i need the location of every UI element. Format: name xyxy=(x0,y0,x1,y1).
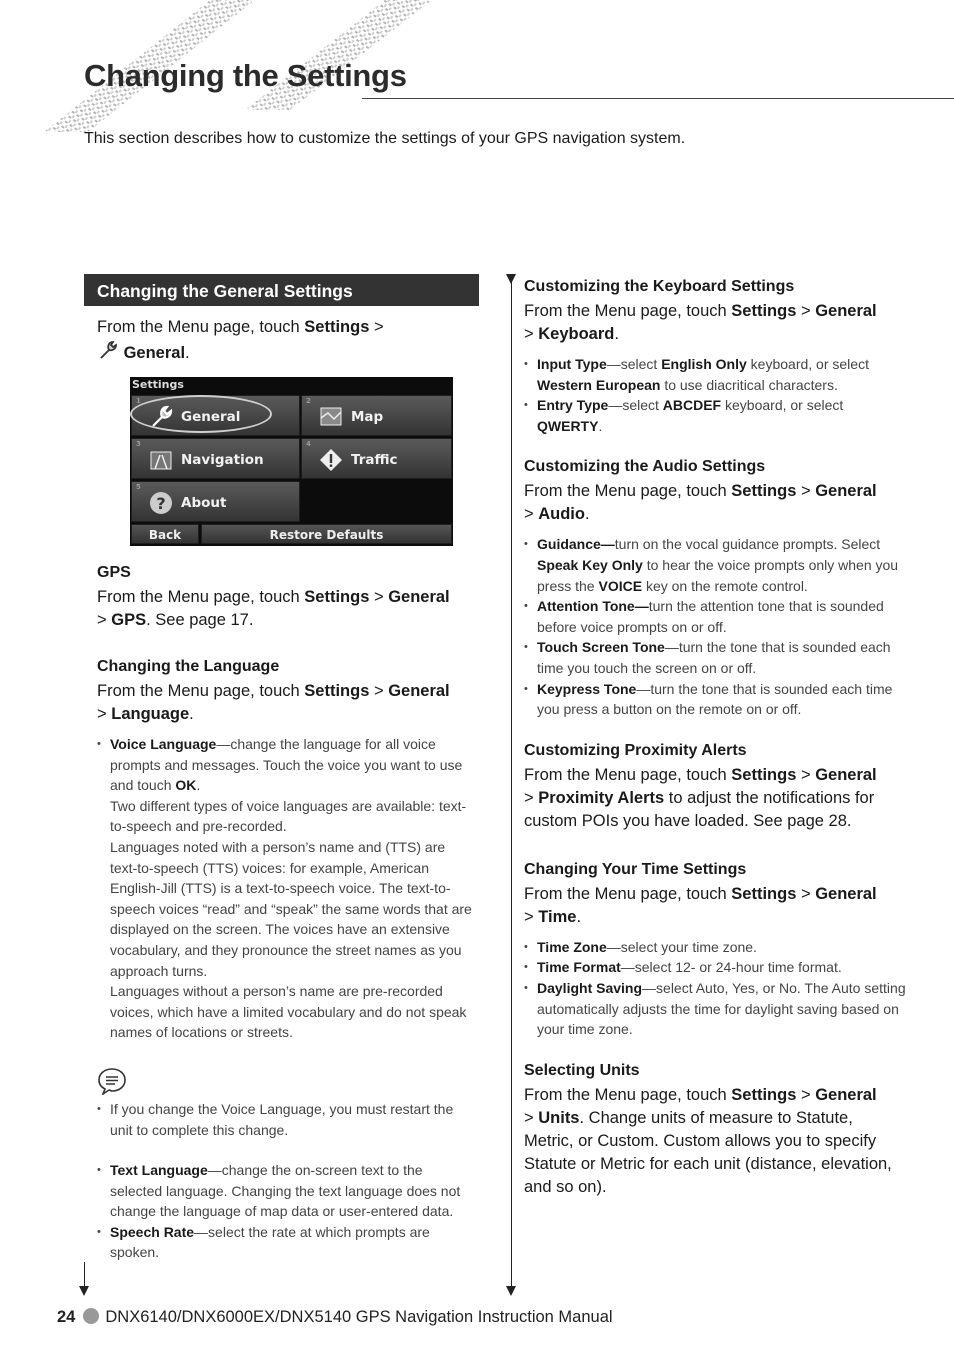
language-text: From the Menu page, touch Settings > General > Language. xyxy=(97,682,450,723)
screen-button-traffic[interactable]: 4 Traffic xyxy=(301,438,452,479)
manual-title: DNX6140/DNX6000EX/DNX5140 GPS Navigation Instruction Manual xyxy=(105,1308,613,1326)
list-item: • Input Type—select English Only keyboard, or select Western European to use diacritical characters. xyxy=(524,354,906,395)
question-icon xyxy=(148,490,174,516)
screen-header: Settings xyxy=(132,378,184,391)
page-footer xyxy=(57,1308,613,1327)
time-options xyxy=(524,937,906,1040)
proximity-heading: Customizing Proximity Alerts xyxy=(524,741,747,759)
screen-back-button[interactable]: Back xyxy=(131,524,199,544)
note-icon xyxy=(97,1067,127,1095)
time-heading: Changing Your Time Settings xyxy=(524,860,747,878)
settings-screenshot xyxy=(130,377,453,546)
continue-arrow-right xyxy=(506,1286,516,1296)
proximity-text: From the Menu page, touch Settings > General > Proximity Alerts to adjust the notifications for custom POIs you have loaded. See page 28. xyxy=(524,765,877,830)
screen-restore-defaults-button[interactable]: Restore Defaults xyxy=(201,524,452,544)
list-item: • Text Language—change the on-screen text to the selected language. Changing the text language does not change the language of map data or user-entered data. xyxy=(97,1160,475,1222)
gps-text: From the Menu page, touch Settings > General > GPS. See page 17. xyxy=(97,588,450,629)
keyboard-options xyxy=(524,354,906,436)
language-options-more xyxy=(97,1160,475,1263)
list-item: • Keypress Tone—turn the tone that is sounded each time you press a button on the remote on or off. xyxy=(524,679,906,720)
audio-heading: Customizing the Audio Settings xyxy=(524,458,766,476)
continue-arrow-left xyxy=(79,1286,89,1296)
map-icon xyxy=(318,404,344,430)
screen-button-map[interactable]: 2 Map xyxy=(301,395,452,436)
keyboard-heading: Customizing the Keyboard Settings xyxy=(524,278,795,295)
intro-text: This section describes how to customize the settings of your GPS navigation system. xyxy=(84,130,686,147)
page-number: 24 xyxy=(57,1308,76,1326)
language-options xyxy=(97,734,475,1043)
list-item: • Speech Rate—select the rate at which prompts are spoken. xyxy=(97,1222,475,1263)
list-item: • Daylight Saving—select Auto, Yes, or No. The Auto setting automatically adjusts the time for daylight saving based on your time zone. xyxy=(524,978,906,1040)
list-item: • Time Zone—select your time zone. xyxy=(524,937,906,958)
time-text: From the Menu page, touch Settings > General > Time. xyxy=(524,884,877,926)
list-item: • If you change the Voice Language, you must restart the unit to complete this change. xyxy=(97,1099,475,1140)
footer-dot-icon xyxy=(83,1308,99,1324)
right-column xyxy=(511,274,906,1199)
svg-text:?: ? xyxy=(156,494,166,513)
units-heading: Selecting Units xyxy=(524,1061,640,1079)
road-icon xyxy=(148,447,174,473)
audio-options xyxy=(524,534,906,719)
wrench-icon xyxy=(97,339,119,361)
screen-button-navigation[interactable]: 3 Navigation xyxy=(131,438,300,479)
list-item: • Time Format—select 12- or 24-hour time format. xyxy=(524,957,906,978)
screen-button-about[interactable]: 5 ? About xyxy=(131,481,300,522)
list-item: • Attention Tone—turn the attention tone that is sounded before voice prompts on or off. xyxy=(524,596,906,637)
list-item: • Entry Type—select ABCDEF keyboard, or select QWERTY. xyxy=(524,395,906,436)
general-nav-intro: From the Menu page, touch Settings > General. xyxy=(97,318,384,362)
audio-text: From the Menu page, touch Settings > General > Audio. xyxy=(524,482,877,524)
language-heading: Changing the Language xyxy=(97,658,280,675)
highlight-oval xyxy=(130,395,272,433)
left-column xyxy=(84,274,479,1263)
continue-line-left xyxy=(84,1262,85,1288)
note-list xyxy=(97,1099,475,1140)
page-title: Changing the Settings xyxy=(84,58,407,93)
title-rule xyxy=(362,98,954,99)
gps-heading: GPS xyxy=(97,564,131,581)
keyboard-text: From the Menu page, touch Settings > General > Keyboard. xyxy=(524,302,877,343)
section-title: Changing the General Settings xyxy=(84,274,479,306)
screen-button-general[interactable]: 1 General xyxy=(131,395,300,436)
warning-icon xyxy=(318,447,344,473)
units-text: From the Menu page, touch Settings > General > Units. Change units of measure to Statute, Metric, or Custom. Custom allows you to specify Statute or Metric for each unit (distance, elevation, and so on). xyxy=(524,1085,892,1196)
list-item: • Guidance—turn on the vocal guidance prompts. Select Speak Key Only to hear the voice prompts only when you press the VOICE key on the remote control. xyxy=(524,534,906,596)
list-item: • Voice Language—change the language for all voice prompts and messages. Touch the voice you want to use and touch OK. Two different types of voice languages are available: text-to-speech and pre-recorded. Languages noted with a person’s name and (TTS) are text-to-speech (TTS) voices: for example, American English-Jill (TTS) is a text-to-speech voice. The text-to-speech voices “read” and “speak” the same words that are displayed on the screen. The voices have an extensive vocabulary, and they pronounce the street names as you approach turns. Languages without a person’s name are pre-recorded voices, which have a limited vocabulary and do not speak names of locations or streets. xyxy=(97,734,475,1043)
list-item: • Touch Screen Tone—turn the tone that is sounded each time you touch the screen on or off. xyxy=(524,637,906,678)
